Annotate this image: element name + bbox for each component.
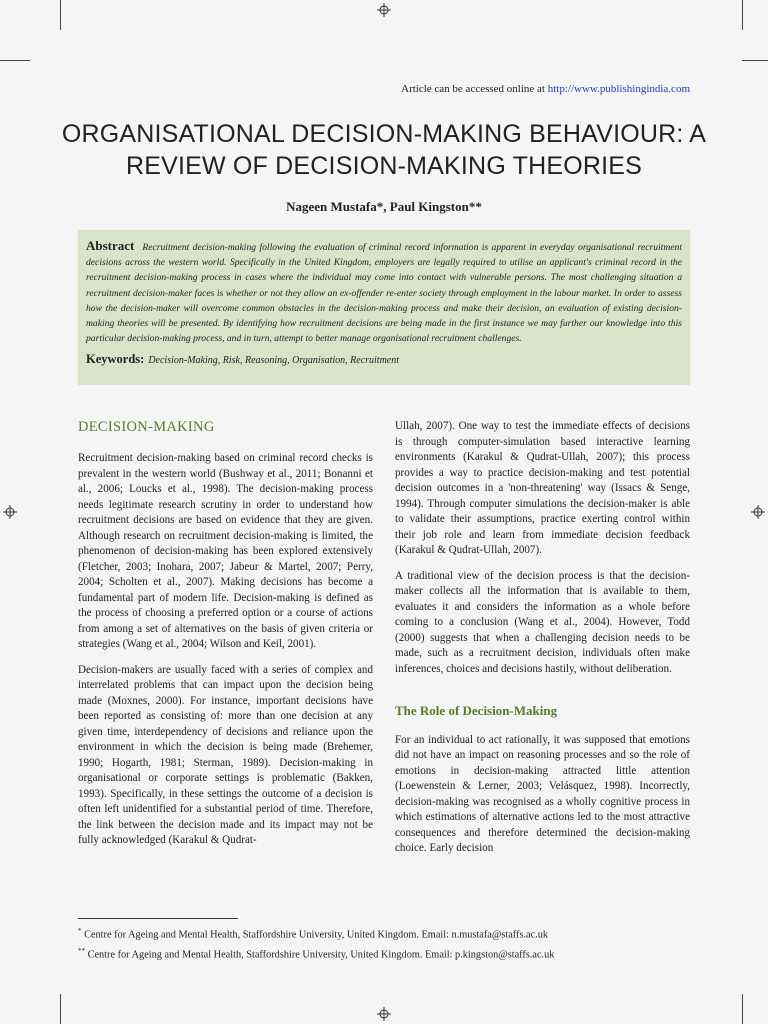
crop-mark bbox=[0, 60, 30, 61]
registration-mark-icon bbox=[3, 505, 17, 519]
registration-mark-icon bbox=[751, 505, 765, 519]
publisher-link[interactable]: http://www.publishingindia.com bbox=[547, 83, 690, 95]
footnotes bbox=[78, 923, 690, 964]
registration-mark-icon bbox=[377, 1007, 391, 1021]
subsection-heading-role: The Role of Decision-Making bbox=[395, 703, 558, 718]
paragraph: Recruitment decision-making based on criminal record checks is prevalent in the western world (Bushway et al., 2011; Bonanni et al., 2006; Loucks et al., 1998). The decision-making process needs legitimate research scrutiny in order to understand how recruitment decisions are based on evidence that they are given. Although research on recruitment decision-making is limited, the phenomenon of decision-making has been explored extensively (Fletcher, 2003; Inohara, 2007; Jabeur & Martel, 2007; Perry, 2004; Scholten et al., 2007). Making decisions has become a fundamental part of modern life. Decision-making is defined as the process of choosing a preferred option or a course of actions from among a set of alternatives on the basis of given criteria or strategies (Wang et al., 2004; Wilson and Keil, 2001). bbox=[78, 452, 373, 650]
keywords-heading: Keywords: bbox=[86, 352, 145, 367]
footnote bbox=[78, 943, 690, 963]
left-column bbox=[78, 451, 373, 859]
crop-mark bbox=[60, 0, 61, 30]
abstract-text: Recruitment decision-making following the evaluation of criminal record information is apparent in everyday organisational recruitment decisions across the western world. Specifically in the United Kingdom, employers are legally required to utilise an applicant's criminal record in the recruitment decision-making process in cases where the individual may come into contact with vulnerable persons. The most challenging situation a recruitment decision-maker faces is whether or not they allow an ex-offender re-enter society through employment in the labour market. In order to assess how the decision-maker will overcome common obstacles in the decision-making process and make their decision, an evaluation of existing decision-making theories will be presented. By identifying how recruitment decisions are being made in the first instance we may further our knowledge into this particular decision-making process, and in turn, attempt to better manage organisational recruitment challenges. bbox=[86, 242, 682, 345]
paragraph: For an individual to act rationally, it was supposed that emotions did not have an impact on reasoning processes and so the role of emotions in decision-making attracted little attention (Loewenstein & Lerner, 2003; Velásquez, 1998). Incorrectly, decision-making was recognised as a wholly cognitive process in which estimations of alternative actions led to the most attractive consequences and therefore determined the decision-making choice. Early decision bbox=[395, 733, 690, 854]
author-list: Nageen Mustafa*, Paul Kingston** bbox=[286, 199, 482, 214]
crop-mark bbox=[742, 0, 743, 30]
footnote-mark: ** bbox=[78, 947, 85, 956]
paragraph: Decision-makers are usually faced with a series of complex and interrelated problems that can impact upon the decision being made (Moxnes, 2000). For instance, important decisions have been reported as consisting of: more than one decision at any given time, interdependency of decisions and reliance upon the environment in which the decision is being made (Brehemer, 1990; Hogarth, 1981; Sterman, 1989). Decision-making in organisational or corporate settings is problematic (Bakken, 1993). Specifically, in these settings the outcome of a decision is often left unidentified for a substantial period of time. Therefore, the link between the decision made and its impact may not be fully acknowledged (Karakul & Qudrat- bbox=[78, 663, 373, 846]
right-column bbox=[395, 419, 690, 867]
footnote-mark: * bbox=[78, 927, 82, 935]
footnote-text: Centre for Ageing and Mental Health, Staffordshire University, United Kingdom. Email: n.mustafa@staffs.ac.uk bbox=[84, 929, 549, 941]
paragraph: A traditional view of the decision process is that the decision-maker collects all the information that is available to them, evaluates it and considers the information as a whole before coming to a conclusion (Wang et al., 2004). However, Todd (2000) suggests that when a challenging decision needs to be made, such as a recruitment decision, individuals often make inferences, choices and decisions hastily, without deliberation. bbox=[395, 569, 690, 675]
footnote bbox=[78, 923, 690, 943]
abstract-box bbox=[78, 230, 690, 385]
footnote-rule bbox=[78, 918, 238, 919]
keywords-line bbox=[86, 352, 682, 367]
access-line bbox=[0, 83, 690, 95]
paragraph: Ullah, 2007). One way to test the immediate effects of decisions is through computer-simulation based interactive learning environments (Karakul & Qudrat-Ullah, 2007); this process provides a way to practice decision-making and test potential decision outcomes in a 'non-threatening' way (Issacs & Senge, 1994). Through computer simulations the decision-maker is able to validate their assumptions, practice exerting control within their job role and learn from immediate decision feedback (Karakul & Qudrat-Ullah, 2007). bbox=[395, 420, 690, 556]
abstract-heading: Abstract bbox=[86, 238, 135, 253]
section-heading-decision-making: DECISION-MAKING bbox=[78, 419, 215, 435]
footnote-text: Centre for Ageing and Mental Health, Staffordshire University, United Kingdom. Email: p.kingston@staffs.ac.uk bbox=[87, 949, 555, 961]
registration-mark-icon bbox=[377, 3, 391, 17]
abstract-paragraph bbox=[86, 238, 682, 346]
article-title: ORGANISATIONAL DECISION-MAKING BEHAVIOUR: A REVIEW OF DECISION-MAKING THEORIES bbox=[61, 120, 707, 180]
access-text: Article can be accessed online at bbox=[401, 83, 548, 95]
crop-mark bbox=[60, 994, 61, 1024]
crop-mark bbox=[742, 60, 768, 61]
keywords-text: Decision-Making, Risk, Reasoning, Organisation, Recruitment bbox=[148, 355, 400, 367]
crop-mark bbox=[742, 994, 743, 1024]
